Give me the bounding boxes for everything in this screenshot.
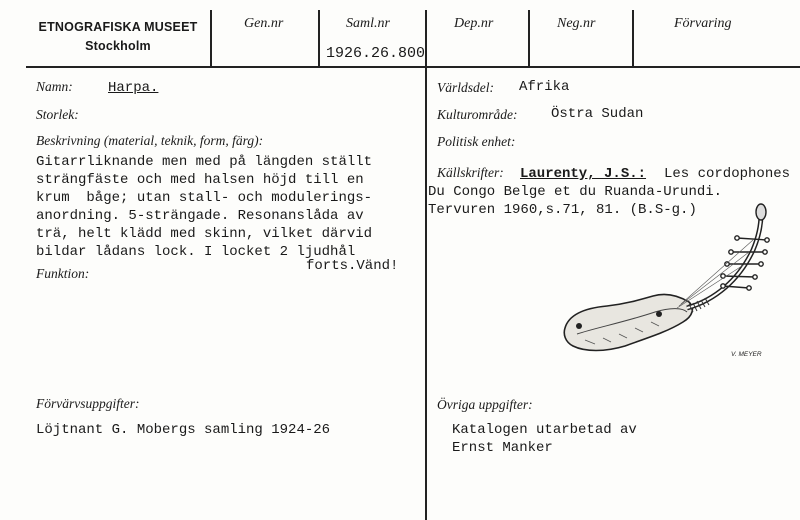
neg-nr-label: Neg.nr [557,16,596,31]
header-divider-3 [425,10,427,66]
beskrivning-line: bildar lådans lock. I locket 2 ljudhål [36,244,356,260]
header-divider-5 [632,10,634,66]
ovriga-line-1: Katalogen utarbetad av [452,422,637,438]
header-divider-4 [528,10,530,66]
dep-nr-label: Dep.nr [454,16,494,31]
ovriga-label: Övriga uppgifter: [437,397,533,412]
beskrivning-line: trä, helt klädd med skinn, vilket därvid [36,226,373,242]
beskrivning-line: krum båge; utan stall- och modulerings- [36,190,373,206]
varldsdel-value: Afrika [519,79,570,95]
storlek-label: Storlek: [36,107,79,122]
beskrivning-text [36,153,372,261]
saml-nr-value: 1926.26.800 [326,45,426,62]
kallskrifter-author: Laurenty, J.S.: [520,166,647,182]
politisk-label: Politisk enhet: [437,134,516,149]
sound-hole-icon [656,311,662,317]
beskrivning-line: strängfäste och med halsen höjd till en [36,172,364,188]
forvarv-label: Förvärvsuppgifter: [36,396,140,411]
sound-hole-icon [576,323,582,329]
header-divider-2 [318,10,320,66]
forvaring-label: Förvaring [674,16,732,31]
harp-neck [687,214,761,308]
beskrivning-line: anordning. 5-strängade. Resonanslåda av [36,208,364,224]
kallskrifter-title: Les cordophones [664,166,791,182]
museum-name: ETNOGRAFISKA MUSEET [38,20,198,34]
beskrivning-label: Beskrivning (material, teknik, form, färg): [36,133,264,148]
saml-nr-label: Saml.nr [346,16,390,31]
center-vertical-rule [425,66,427,520]
ovriga-line-2: Ernst Manker [452,440,553,456]
gen-nr-label: Gen.nr [244,16,284,31]
kallskrifter-label: Källskrifter: [437,165,504,180]
beskrivning-line: Gitarrliknande men med på längden ställt [36,154,373,170]
header-bottom-rule [26,66,800,68]
harp-head [756,204,766,220]
museum-header [28,18,208,56]
namn-value: Harpa. [108,80,159,96]
continuation-note: forts.Vänd! [306,258,399,274]
forvarv-value: Löjtnant G. Mobergs samling 1924-26 [36,422,331,438]
harp-resonator [564,294,692,350]
varldsdel-label: Världsdel: [437,80,494,95]
kallskrifter-line-3: Tervuren 1960,s.71, 81. (B.S-g.) [428,202,697,218]
header-divider-1 [210,10,212,66]
illustration-signature: V. MEYER [731,351,762,358]
kulturomrade-value: Östra Sudan [551,106,644,122]
funktion-label: Funktion: [36,266,90,281]
museum-city: Stockholm [85,39,151,53]
kallskrifter-line-2: Du Congo Belge et du Ruanda-Urundi. [428,184,723,200]
harp-illustration [555,200,785,370]
namn-label: Namn: [36,79,73,94]
kulturomrade-label: Kulturområde: [437,107,518,122]
